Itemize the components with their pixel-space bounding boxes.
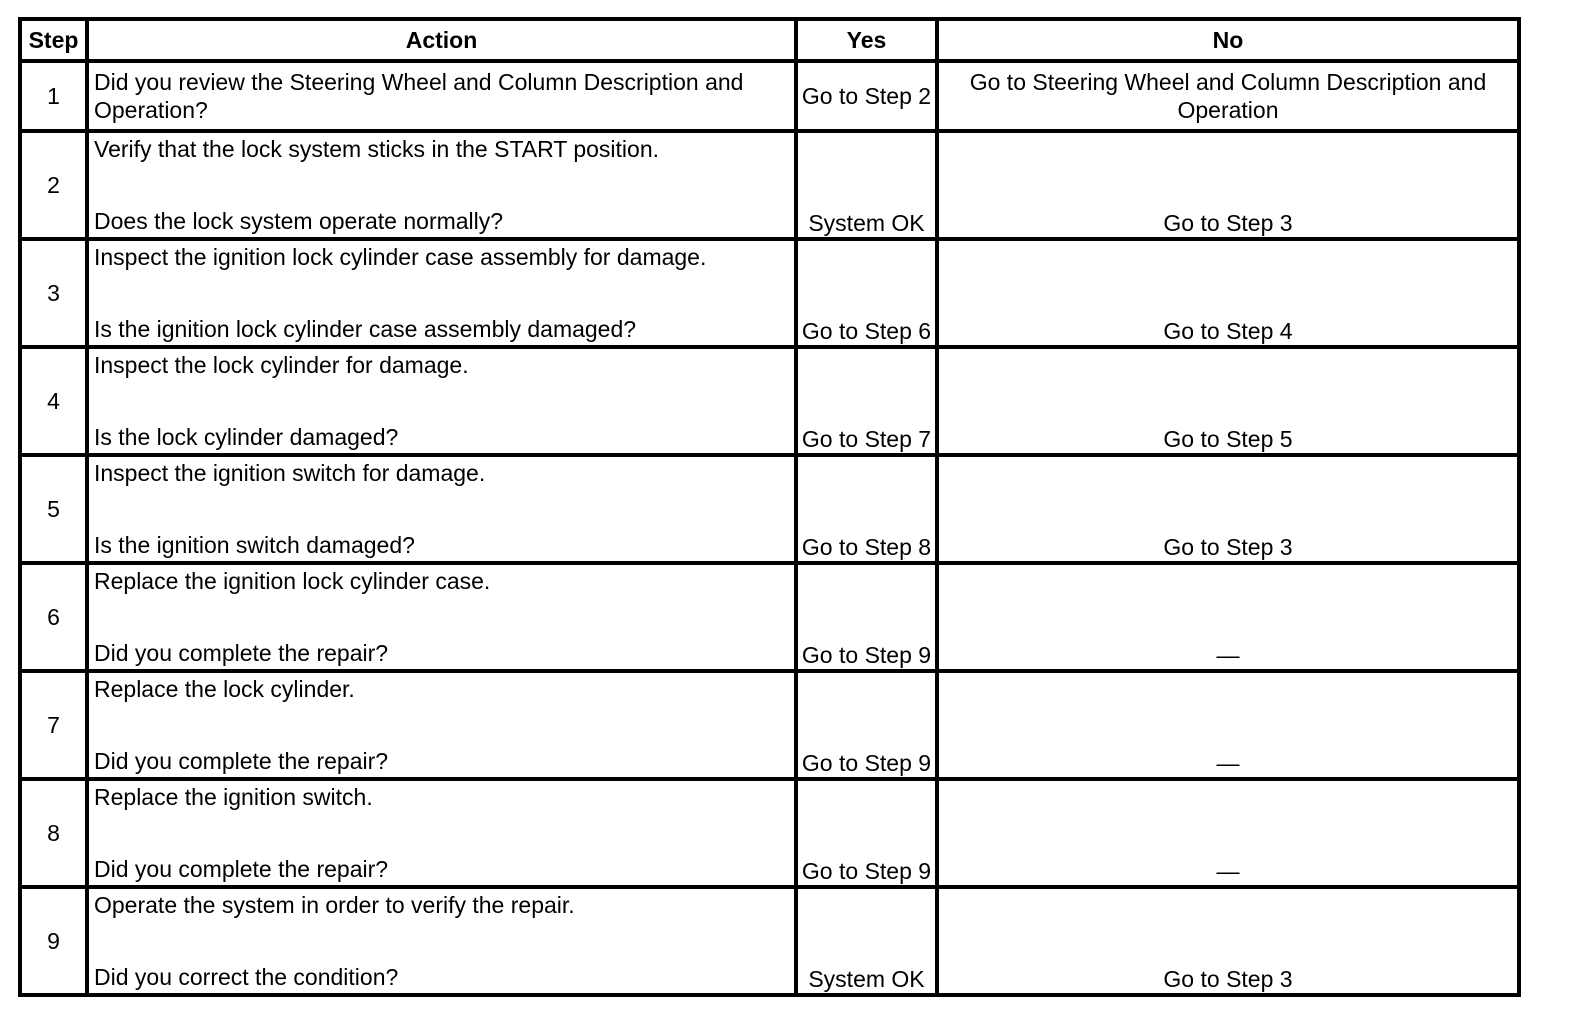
header-no: No (937, 19, 1519, 61)
no-cell: — (937, 671, 1519, 779)
action-cell (87, 455, 796, 563)
question-text: Is the ignition switch damaged? (94, 532, 415, 558)
action-cell (87, 563, 796, 671)
yes-cell: Go to Step 9 (796, 779, 937, 887)
action-cell (87, 239, 796, 347)
action-text: Verify that the lock system sticks in the START position. (94, 136, 660, 162)
action-text: Replace the ignition lock cylinder case. (94, 568, 491, 594)
table-row (20, 779, 1519, 887)
table-row (20, 563, 1519, 671)
step-number: 7 (20, 671, 87, 779)
table-row (20, 239, 1519, 347)
no-cell: Go to Step 3 (937, 887, 1519, 995)
question-text: Did you complete the repair? (94, 748, 389, 774)
header-yes: Yes (796, 19, 937, 61)
action-text: Replace the lock cylinder. (94, 676, 355, 702)
table-row (20, 455, 1519, 563)
yes-cell: Go to Step 9 (796, 671, 937, 779)
step-number: 4 (20, 347, 87, 455)
step-number: 5 (20, 455, 87, 563)
action-cell (87, 671, 796, 779)
action-cell (87, 131, 796, 239)
no-cell: Go to Step 5 (937, 347, 1519, 455)
header-action: Action (87, 19, 796, 61)
question-text: Does the lock system operate normally? (94, 208, 504, 234)
yes-cell: Go to Step 7 (796, 347, 937, 455)
table-row (20, 61, 1519, 131)
header-step: Step (20, 19, 87, 61)
yes-cell: System OK (796, 131, 937, 239)
action-cell (87, 347, 796, 455)
action-cell (87, 779, 796, 887)
question-text: Is the lock cylinder damaged? (94, 424, 399, 450)
step-number: 3 (20, 239, 87, 347)
yes-cell: Go to Step 2 (796, 61, 937, 131)
diagnostic-table-container (18, 17, 1517, 994)
step-number: 6 (20, 563, 87, 671)
step-number: 8 (20, 779, 87, 887)
no-cell: Go to Step 3 (937, 455, 1519, 563)
action-text: Operate the system in order to verify the repair. (94, 892, 575, 918)
step-number: 2 (20, 131, 87, 239)
diagnostic-table (18, 17, 1521, 997)
step-number: 1 (20, 61, 87, 131)
action-cell (87, 61, 796, 131)
table-row (20, 347, 1519, 455)
question-text: Did you correct the condition? (94, 964, 399, 990)
yes-cell: Go to Step 6 (796, 239, 937, 347)
no-cell: — (937, 779, 1519, 887)
no-cell: Go to Steering Wheel and Column Description and Operation (937, 61, 1519, 131)
table-header-row (20, 19, 1519, 61)
step-number: 9 (20, 887, 87, 995)
action-text: Inspect the lock cylinder for damage. (94, 352, 469, 378)
action-text: Inspect the ignition lock cylinder case assembly for damage. (94, 244, 707, 270)
yes-cell: Go to Step 8 (796, 455, 937, 563)
yes-cell: Go to Step 9 (796, 563, 937, 671)
yes-cell: System OK (796, 887, 937, 995)
no-cell: Go to Step 3 (937, 131, 1519, 239)
table-row (20, 671, 1519, 779)
question-text: Did you complete the repair? (94, 640, 389, 666)
action-text: Did you review the Steering Wheel and Column Description and Operation? (94, 69, 744, 123)
no-cell: Go to Step 4 (937, 239, 1519, 347)
action-text: Inspect the ignition switch for damage. (94, 460, 486, 486)
action-cell (87, 887, 796, 995)
action-text: Replace the ignition switch. (94, 784, 373, 810)
table-row (20, 887, 1519, 995)
no-cell: — (937, 563, 1519, 671)
question-text: Did you complete the repair? (94, 856, 389, 882)
table-row (20, 131, 1519, 239)
question-text: Is the ignition lock cylinder case assembly damaged? (94, 316, 637, 342)
